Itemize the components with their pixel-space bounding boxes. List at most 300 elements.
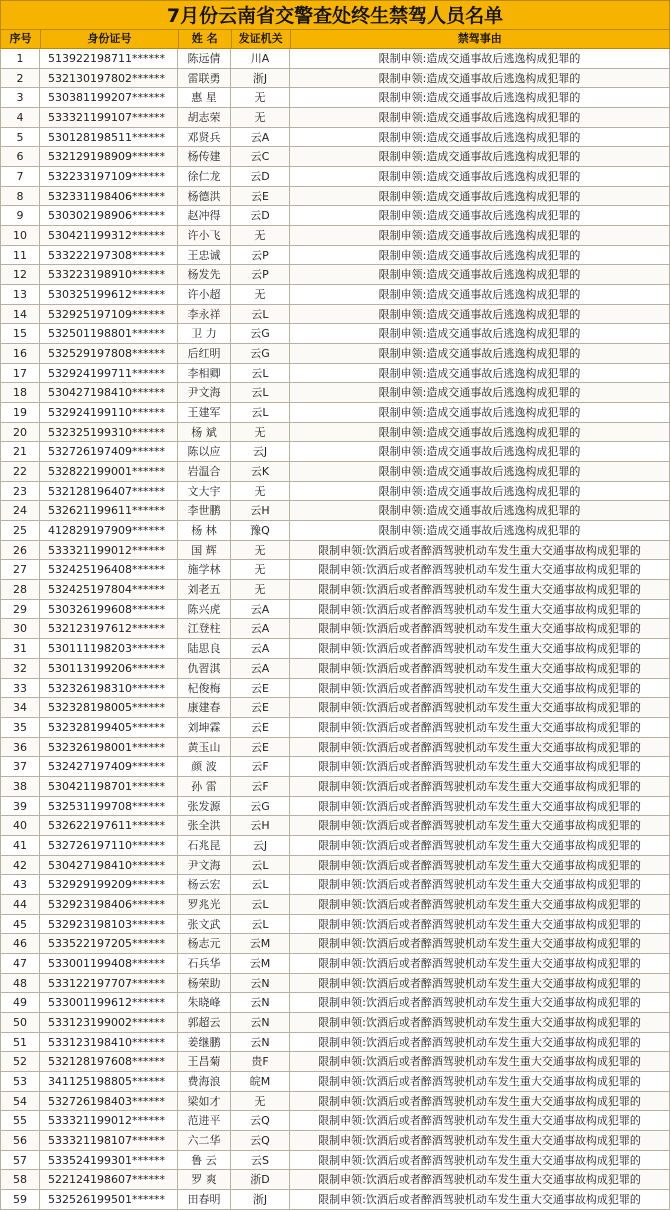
- name-cell: 梁如才: [178, 1092, 231, 1112]
- table-row: [0, 49, 670, 69]
- table-row: [0, 1092, 670, 1112]
- name-cell: 张文武: [178, 915, 231, 935]
- name-cell: 田春明: [178, 1190, 231, 1210]
- id-number-cell: 532328198005******: [40, 698, 178, 718]
- name-cell: 陈兴虎: [178, 600, 231, 620]
- serial-cell: 56: [0, 1131, 40, 1151]
- table-row: [0, 344, 670, 364]
- table-row: [0, 1052, 670, 1072]
- name-cell: 尹文海: [178, 856, 231, 876]
- serial-cell: 13: [0, 285, 40, 305]
- name-cell: 杨云宏: [178, 875, 231, 895]
- table-row: [0, 560, 670, 580]
- name-cell: 罗 爽: [178, 1170, 231, 1190]
- id-number-cell: 532331198406******: [40, 187, 178, 207]
- id-number-cell: 533524199301******: [40, 1151, 178, 1171]
- ban-reason-cell: 限制申领:饮酒后或者醉酒驾驶机动车发生重大交通事故构成犯罪的: [290, 856, 670, 876]
- id-number-cell: 532929199209******: [40, 875, 178, 895]
- ban-reason-cell: 限制申领:饮酒后或者醉酒驾驶机动车发生重大交通事故构成犯罪的: [290, 797, 670, 817]
- id-number-cell: 530427198410******: [40, 856, 178, 876]
- ban-reason-cell: 限制申领:饮酒后或者醉酒驾驶机动车发生重大交通事故构成犯罪的: [290, 1151, 670, 1171]
- ban-reason-cell: 限制申领:造成交通事故后逃逸构成犯罪的: [290, 521, 670, 541]
- table-row: [0, 541, 670, 561]
- issuing-authority-cell: 云N: [231, 1033, 290, 1053]
- issuing-authority-cell: 皖M: [231, 1072, 290, 1092]
- id-number-cell: 522124198607******: [40, 1170, 178, 1190]
- id-number-cell: 530111198203******: [40, 639, 178, 659]
- name-cell: 范进平: [178, 1111, 231, 1131]
- serial-cell: 14: [0, 305, 40, 325]
- name-cell: 许小飞: [178, 226, 231, 246]
- issuing-authority-cell: 云C: [231, 147, 290, 167]
- serial-cell: 33: [0, 679, 40, 699]
- header-name: 姓 名: [179, 30, 232, 49]
- issuing-authority-cell: 云L: [231, 383, 290, 403]
- table-row: [0, 619, 670, 639]
- table-row: [0, 816, 670, 836]
- table-row: [0, 797, 670, 817]
- name-cell: 石兵华: [178, 954, 231, 974]
- issuing-authority-cell: 云N: [231, 1013, 290, 1033]
- name-cell: 陈以应: [178, 442, 231, 462]
- issuing-authority-cell: 云J: [231, 836, 290, 856]
- serial-cell: 24: [0, 501, 40, 521]
- id-number-cell: 532427197409******: [40, 757, 178, 777]
- id-number-cell: 532925197109******: [40, 305, 178, 325]
- issuing-authority-cell: 云A: [231, 659, 290, 679]
- serial-cell: 54: [0, 1092, 40, 1112]
- name-cell: 张全洪: [178, 816, 231, 836]
- id-number-cell: 532128197608******: [40, 1052, 178, 1072]
- name-cell: 徐仁龙: [178, 167, 231, 187]
- name-cell: 刘老五: [178, 580, 231, 600]
- id-number-cell: 532923198103******: [40, 915, 178, 935]
- issuing-authority-cell: 无: [231, 423, 290, 443]
- serial-cell: 15: [0, 324, 40, 344]
- serial-cell: 59: [0, 1190, 40, 1210]
- name-cell: 王昌菊: [178, 1052, 231, 1072]
- issuing-authority-cell: 云N: [231, 993, 290, 1013]
- ban-reason-cell: 限制申领:造成交通事故后逃逸构成犯罪的: [290, 324, 670, 344]
- sheet-title: 7月份云南省交警查处终生禁驾人员名单: [0, 0, 670, 30]
- serial-cell: 9: [0, 206, 40, 226]
- table-row: [0, 206, 670, 226]
- table-header: [0, 30, 670, 49]
- serial-cell: 5: [0, 128, 40, 148]
- ban-reason-cell: 限制申领:造成交通事故后逃逸构成犯罪的: [290, 383, 670, 403]
- issuing-authority-cell: 无: [231, 285, 290, 305]
- ban-reason-cell: 限制申领:饮酒后或者醉酒驾驶机动车发生重大交通事故构成犯罪的: [290, 1052, 670, 1072]
- ban-reason-cell: 限制申领:造成交通事故后逃逸构成犯罪的: [290, 442, 670, 462]
- name-cell: 鲁 云: [178, 1151, 231, 1171]
- issuing-authority-cell: 云E: [231, 738, 290, 758]
- serial-cell: 57: [0, 1151, 40, 1171]
- ban-reason-cell: 限制申领:造成交通事故后逃逸构成犯罪的: [290, 305, 670, 325]
- ban-reason-cell: 限制申领:造成交通事故后逃逸构成犯罪的: [290, 364, 670, 384]
- table-row: [0, 659, 670, 679]
- table-row: [0, 167, 670, 187]
- id-number-cell: 533321199012******: [40, 1111, 178, 1131]
- table-row: [0, 305, 670, 325]
- table-row: [0, 383, 670, 403]
- id-number-cell: 533122197707******: [40, 974, 178, 994]
- table-row: [0, 1151, 670, 1171]
- id-number-cell: 530128198511******: [40, 128, 178, 148]
- ban-reason-cell: 限制申领:饮酒后或者醉酒驾驶机动车发生重大交通事故构成犯罪的: [290, 777, 670, 797]
- id-number-cell: 532529197808******: [40, 344, 178, 364]
- issuing-authority-cell: 无: [231, 541, 290, 561]
- table-row: [0, 403, 670, 423]
- table-row: [0, 69, 670, 89]
- id-number-cell: 532923198406******: [40, 895, 178, 915]
- issuing-authority-cell: 云F: [231, 777, 290, 797]
- id-number-cell: 533321198107******: [40, 1131, 178, 1151]
- name-cell: 陆思良: [178, 639, 231, 659]
- name-cell: 康建春: [178, 698, 231, 718]
- issuing-authority-cell: 浙J: [231, 1190, 290, 1210]
- ban-reason-cell: 限制申领:饮酒后或者醉酒驾驶机动车发生重大交通事故构成犯罪的: [290, 836, 670, 856]
- table-row: [0, 1072, 670, 1092]
- serial-cell: 27: [0, 560, 40, 580]
- issuing-authority-cell: 云A: [231, 128, 290, 148]
- serial-cell: 41: [0, 836, 40, 856]
- issuing-authority-cell: 云L: [231, 403, 290, 423]
- id-number-cell: 530421198701******: [40, 777, 178, 797]
- issuing-authority-cell: 云L: [231, 305, 290, 325]
- ban-reason-cell: 限制申领:造成交通事故后逃逸构成犯罪的: [290, 344, 670, 364]
- table-row: [0, 482, 670, 502]
- name-cell: 杨荣助: [178, 974, 231, 994]
- table-row: [0, 1013, 670, 1033]
- issuing-authority-cell: 无: [231, 482, 290, 502]
- serial-cell: 17: [0, 364, 40, 384]
- ban-reason-cell: 限制申领:造成交通事故后逃逸构成犯罪的: [290, 403, 670, 423]
- id-number-cell: 530326199608******: [40, 600, 178, 620]
- name-cell: 杨传建: [178, 147, 231, 167]
- name-cell: 朱晓峰: [178, 993, 231, 1013]
- name-cell: 郭超云: [178, 1013, 231, 1033]
- serial-cell: 21: [0, 442, 40, 462]
- issuing-authority-cell: 云G: [231, 344, 290, 364]
- ban-reason-cell: 限制申领:饮酒后或者醉酒驾驶机动车发生重大交通事故构成犯罪的: [290, 934, 670, 954]
- name-cell: 李世鹏: [178, 501, 231, 521]
- ban-reason-cell: 限制申领:造成交通事故后逃逸构成犯罪的: [290, 482, 670, 502]
- name-cell: 刘坤霖: [178, 718, 231, 738]
- id-number-cell: 530427198410******: [40, 383, 178, 403]
- serial-cell: 47: [0, 954, 40, 974]
- id-number-cell: 532233197109******: [40, 167, 178, 187]
- table-row: [0, 954, 670, 974]
- ban-reason-cell: 限制申领:造成交通事故后逃逸构成犯罪的: [290, 246, 670, 266]
- issuing-authority-cell: 无: [231, 88, 290, 108]
- serial-cell: 52: [0, 1052, 40, 1072]
- name-cell: 费海浪: [178, 1072, 231, 1092]
- id-number-cell: 341125198805******: [40, 1072, 178, 1092]
- id-number-cell: 533123199002******: [40, 1013, 178, 1033]
- id-number-cell: 530421199312******: [40, 226, 178, 246]
- table-row: [0, 88, 670, 108]
- table-row: [0, 757, 670, 777]
- name-cell: 杨 林: [178, 521, 231, 541]
- serial-cell: 2: [0, 69, 40, 89]
- issuing-authority-cell: 云K: [231, 462, 290, 482]
- ban-reason-cell: 限制申领:造成交通事故后逃逸构成犯罪的: [290, 147, 670, 167]
- issuing-authority-cell: 云L: [231, 915, 290, 935]
- ban-reason-cell: 限制申领:饮酒后或者醉酒驾驶机动车发生重大交通事故构成犯罪的: [290, 1131, 670, 1151]
- issuing-authority-cell: 云E: [231, 679, 290, 699]
- ban-reason-cell: 限制申领:造成交通事故后逃逸构成犯罪的: [290, 88, 670, 108]
- issuing-authority-cell: 云P: [231, 265, 290, 285]
- table-row: [0, 187, 670, 207]
- id-number-cell: 532822199001******: [40, 462, 178, 482]
- ban-reason-cell: 限制申领:造成交通事故后逃逸构成犯罪的: [290, 206, 670, 226]
- serial-cell: 7: [0, 167, 40, 187]
- name-cell: 卫 力: [178, 324, 231, 344]
- id-number-cell: 533321199012******: [40, 541, 178, 561]
- serial-cell: 1: [0, 49, 40, 69]
- table-row: [0, 423, 670, 443]
- id-number-cell: 412829197909******: [40, 521, 178, 541]
- issuing-authority-cell: 云L: [231, 895, 290, 915]
- ban-reason-cell: 限制申领:饮酒后或者醉酒驾驶机动车发生重大交通事故构成犯罪的: [290, 1170, 670, 1190]
- ban-reason-cell: 限制申领:饮酒后或者醉酒驾驶机动车发生重大交通事故构成犯罪的: [290, 600, 670, 620]
- table-row: [0, 108, 670, 128]
- serial-cell: 58: [0, 1170, 40, 1190]
- id-number-cell: 532924199110******: [40, 403, 178, 423]
- name-cell: 岩温合: [178, 462, 231, 482]
- name-cell: 陈远倩: [178, 49, 231, 69]
- name-cell: 杨志元: [178, 934, 231, 954]
- issuing-authority-cell: 云E: [231, 187, 290, 207]
- ban-reason-cell: 限制申领:饮酒后或者醉酒驾驶机动车发生重大交通事故构成犯罪的: [290, 954, 670, 974]
- serial-cell: 20: [0, 423, 40, 443]
- name-cell: 杞俊梅: [178, 679, 231, 699]
- table-row: [0, 1111, 670, 1131]
- serial-cell: 46: [0, 934, 40, 954]
- table-row: [0, 836, 670, 856]
- ban-reason-cell: 限制申领:饮酒后或者醉酒驾驶机动车发生重大交通事故构成犯罪的: [290, 1111, 670, 1131]
- id-number-cell: 532924199711******: [40, 364, 178, 384]
- name-cell: 胡志荣: [178, 108, 231, 128]
- table-row: [0, 777, 670, 797]
- name-cell: 李永祥: [178, 305, 231, 325]
- serial-cell: 43: [0, 875, 40, 895]
- name-cell: 王建军: [178, 403, 231, 423]
- issuing-authority-cell: 无: [231, 580, 290, 600]
- serial-cell: 19: [0, 403, 40, 423]
- table-row: [0, 1033, 670, 1053]
- issuing-authority-cell: 云H: [231, 501, 290, 521]
- serial-cell: 44: [0, 895, 40, 915]
- serial-cell: 8: [0, 187, 40, 207]
- serial-cell: 32: [0, 659, 40, 679]
- table-row: [0, 521, 670, 541]
- id-number-cell: 532123197612******: [40, 619, 178, 639]
- table-row: [0, 226, 670, 246]
- issuing-authority-cell: 无: [231, 1092, 290, 1112]
- id-number-cell: 532425196408******: [40, 560, 178, 580]
- table-row: [0, 600, 670, 620]
- issuing-authority-cell: 无: [231, 226, 290, 246]
- serial-cell: 34: [0, 698, 40, 718]
- name-cell: 后红明: [178, 344, 231, 364]
- issuing-authority-cell: 云S: [231, 1151, 290, 1171]
- ban-reason-cell: 限制申领:造成交通事故后逃逸构成犯罪的: [290, 265, 670, 285]
- serial-cell: 11: [0, 246, 40, 266]
- table-row: [0, 895, 670, 915]
- name-cell: 杨德洪: [178, 187, 231, 207]
- name-cell: 颜 波: [178, 757, 231, 777]
- issuing-authority-cell: 云N: [231, 974, 290, 994]
- serial-cell: 12: [0, 265, 40, 285]
- ban-reason-cell: 限制申领:饮酒后或者醉酒驾驶机动车发生重大交通事故构成犯罪的: [290, 738, 670, 758]
- serial-cell: 35: [0, 718, 40, 738]
- id-number-cell: 532501198801******: [40, 324, 178, 344]
- id-number-cell: 533222197308******: [40, 246, 178, 266]
- ban-reason-cell: 限制申领:饮酒后或者醉酒驾驶机动车发生重大交通事故构成犯罪的: [290, 698, 670, 718]
- serial-cell: 18: [0, 383, 40, 403]
- ban-reason-cell: 限制申领:造成交通事故后逃逸构成犯罪的: [290, 49, 670, 69]
- issuing-authority-cell: 云Q: [231, 1111, 290, 1131]
- ban-reason-cell: 限制申领:造成交通事故后逃逸构成犯罪的: [290, 128, 670, 148]
- ban-reason-cell: 限制申领:饮酒后或者醉酒驾驶机动车发生重大交通事故构成犯罪的: [290, 639, 670, 659]
- serial-cell: 39: [0, 797, 40, 817]
- name-cell: 张发源: [178, 797, 231, 817]
- id-number-cell: 533001199612******: [40, 993, 178, 1013]
- id-number-cell: 532531199708******: [40, 797, 178, 817]
- issuing-authority-cell: 云A: [231, 639, 290, 659]
- issuing-authority-cell: 云D: [231, 206, 290, 226]
- table-row: [0, 934, 670, 954]
- serial-cell: 38: [0, 777, 40, 797]
- id-number-cell: 532621199611******: [40, 501, 178, 521]
- id-number-cell: 532130197802******: [40, 69, 178, 89]
- serial-cell: 40: [0, 816, 40, 836]
- ban-reason-cell: 限制申领:饮酒后或者醉酒驾驶机动车发生重大交通事故构成犯罪的: [290, 619, 670, 639]
- id-number-cell: 532726198403******: [40, 1092, 178, 1112]
- id-number-cell: 532526199501******: [40, 1190, 178, 1210]
- ban-reason-cell: 限制申领:饮酒后或者醉酒驾驶机动车发生重大交通事故构成犯罪的: [290, 1092, 670, 1112]
- issuing-authority-cell: 无: [231, 560, 290, 580]
- ban-reason-cell: 限制申领:饮酒后或者醉酒驾驶机动车发生重大交通事故构成犯罪的: [290, 1190, 670, 1210]
- ban-reason-cell: 限制申领:饮酒后或者醉酒驾驶机动车发生重大交通事故构成犯罪的: [290, 875, 670, 895]
- issuing-authority-cell: 云L: [231, 875, 290, 895]
- issuing-authority-cell: 云Q: [231, 1131, 290, 1151]
- table-row: [0, 246, 670, 266]
- serial-cell: 53: [0, 1072, 40, 1092]
- ban-reason-cell: 限制申领:饮酒后或者醉酒驾驶机动车发生重大交通事故构成犯罪的: [290, 993, 670, 1013]
- name-cell: 雷联勇: [178, 69, 231, 89]
- issuing-authority-cell: 云M: [231, 954, 290, 974]
- id-number-cell: 532622197611******: [40, 816, 178, 836]
- ban-reason-cell: 限制申领:造成交通事故后逃逸构成犯罪的: [290, 226, 670, 246]
- issuing-authority-cell: 云G: [231, 797, 290, 817]
- id-number-cell: 530381199207******: [40, 88, 178, 108]
- issuing-authority-cell: 云A: [231, 600, 290, 620]
- ban-reason-cell: 限制申领:造成交通事故后逃逸构成犯罪的: [290, 69, 670, 89]
- issuing-authority-cell: 云L: [231, 364, 290, 384]
- issuing-authority-cell: 川A: [231, 49, 290, 69]
- issuing-authority-cell: 云E: [231, 718, 290, 738]
- serial-cell: 23: [0, 482, 40, 502]
- serial-cell: 3: [0, 88, 40, 108]
- table-row: [0, 993, 670, 1013]
- serial-cell: 22: [0, 462, 40, 482]
- table-row: [0, 442, 670, 462]
- id-number-cell: 532326198001******: [40, 738, 178, 758]
- table-row: [0, 501, 670, 521]
- serial-cell: 10: [0, 226, 40, 246]
- serial-cell: 29: [0, 600, 40, 620]
- ban-reason-cell: 限制申领:造成交通事故后逃逸构成犯罪的: [290, 423, 670, 443]
- id-number-cell: 530113199206******: [40, 659, 178, 679]
- name-cell: 石兆昆: [178, 836, 231, 856]
- id-number-cell: 532726197409******: [40, 442, 178, 462]
- serial-cell: 28: [0, 580, 40, 600]
- serial-cell: 48: [0, 974, 40, 994]
- id-number-cell: 533522197205******: [40, 934, 178, 954]
- table-row: [0, 580, 670, 600]
- name-cell: 六二华: [178, 1131, 231, 1151]
- table-row: [0, 915, 670, 935]
- table-row: [0, 1170, 670, 1190]
- serial-cell: 36: [0, 738, 40, 758]
- issuing-authority-cell: 云E: [231, 698, 290, 718]
- issuing-authority-cell: 云D: [231, 167, 290, 187]
- issuing-authority-cell: 云J: [231, 442, 290, 462]
- id-number-cell: 532425197804******: [40, 580, 178, 600]
- header-ban-reason: 禁驾事由: [291, 30, 670, 49]
- name-cell: 尹文海: [178, 383, 231, 403]
- table-row: [0, 974, 670, 994]
- table-row: [0, 147, 670, 167]
- name-cell: 惠 星: [178, 88, 231, 108]
- table-row: [0, 1131, 670, 1151]
- ban-reason-cell: 限制申领:饮酒后或者醉酒驾驶机动车发生重大交通事故构成犯罪的: [290, 560, 670, 580]
- id-number-cell: 533123198410******: [40, 1033, 178, 1053]
- serial-cell: 42: [0, 856, 40, 876]
- serial-cell: 50: [0, 1013, 40, 1033]
- table-row: [0, 265, 670, 285]
- ban-reason-cell: 限制申领:饮酒后或者醉酒驾驶机动车发生重大交通事故构成犯罪的: [290, 1072, 670, 1092]
- name-cell: 赵冲得: [178, 206, 231, 226]
- header-id-number: 身份证号: [41, 30, 179, 49]
- id-number-cell: 533321199107******: [40, 108, 178, 128]
- ban-reason-cell: 限制申领:饮酒后或者醉酒驾驶机动车发生重大交通事故构成犯罪的: [290, 1013, 670, 1033]
- table-row: [0, 364, 670, 384]
- ban-reason-cell: 限制申领:造成交通事故后逃逸构成犯罪的: [290, 285, 670, 305]
- table-row: [0, 324, 670, 344]
- ban-reason-cell: 限制申领:造成交通事故后逃逸构成犯罪的: [290, 167, 670, 187]
- ban-reason-cell: 限制申领:饮酒后或者醉酒驾驶机动车发生重大交通事故构成犯罪的: [290, 718, 670, 738]
- id-number-cell: 513922198711******: [40, 49, 178, 69]
- id-number-cell: 533223198910******: [40, 265, 178, 285]
- serial-cell: 45: [0, 915, 40, 935]
- table-row: [0, 639, 670, 659]
- name-cell: 仇習淇: [178, 659, 231, 679]
- id-number-cell: 532325199310******: [40, 423, 178, 443]
- serial-cell: 16: [0, 344, 40, 364]
- ban-reason-cell: 限制申领:造成交通事故后逃逸构成犯罪的: [290, 501, 670, 521]
- id-number-cell: 532326198310******: [40, 679, 178, 699]
- id-number-cell: 530302198906******: [40, 206, 178, 226]
- table-row: [0, 462, 670, 482]
- ban-reason-cell: 限制申领:饮酒后或者醉酒驾驶机动车发生重大交通事故构成犯罪的: [290, 915, 670, 935]
- name-cell: 江登柱: [178, 619, 231, 639]
- serial-cell: 4: [0, 108, 40, 128]
- serial-cell: 6: [0, 147, 40, 167]
- issuing-authority-cell: 豫Q: [231, 521, 290, 541]
